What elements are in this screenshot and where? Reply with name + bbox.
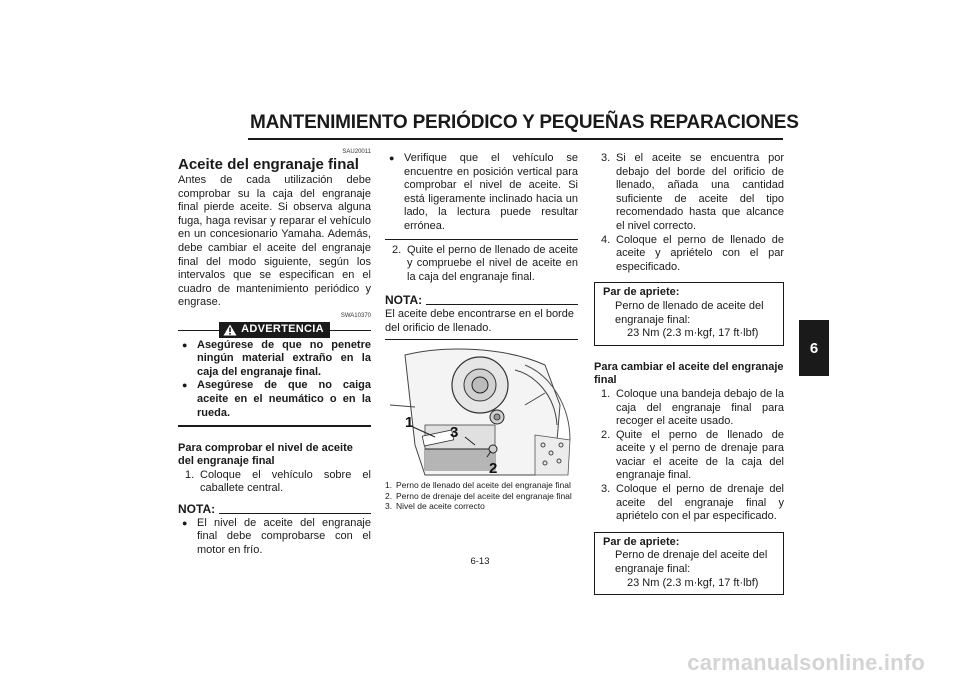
check-steps-continued	[385, 244, 578, 285]
page-number: 6-13	[470, 556, 490, 567]
nota-rule	[426, 304, 578, 305]
figure-label-1: 1	[405, 414, 414, 432]
warning-item: ● Asegúrese de que no penetre ningún material extraño en la caja del engranaje final.	[178, 339, 371, 380]
step-item: 1. Coloque el vehículo sobre el caballete central.	[185, 468, 371, 495]
check-steps	[178, 469, 371, 496]
nota-continued-list	[385, 152, 578, 234]
figure-label-2: 2	[489, 460, 498, 478]
change-steps	[594, 388, 784, 524]
torque-spec-box	[594, 282, 784, 345]
torque-item: Perno de llenado de aceite del engranaje final:	[615, 299, 764, 326]
figure-caption: 1. Perno de llenado del aceite del engranaje final	[385, 480, 571, 491]
nota-label: NOTA:	[178, 501, 216, 516]
fill-steps	[594, 152, 784, 274]
warning-header	[178, 322, 371, 338]
warning-item: ● Asegúrese de que no caiga aceite en el neumático o en la rueda.	[178, 379, 371, 420]
check-heading: Para comprobar el nivel de aceite del engranaje final	[178, 441, 353, 468]
nota-list	[178, 517, 371, 558]
nota-text: El aceite debe encontrarse en el borde del orificio de llenado.	[385, 307, 574, 334]
step-item: 3. Si el aceite se encuentra por debajo del borde del orificio de llenado, añada una cantidad suficiente de aceite del tipo recomendado hasta que alcance el nivel correcto.	[601, 152, 784, 232]
step-item: 2. Quite el perno de llenado de aceite y compruebe el nivel de aceite en la caja del engranaje final.	[392, 243, 578, 283]
section-code: SAU20011	[342, 149, 371, 155]
warning-bottom-rule	[178, 425, 371, 427]
nota-end-rule	[385, 339, 578, 340]
chapter-tab[interactable]: 6	[799, 320, 829, 376]
header-rule	[248, 138, 783, 140]
nota-item: ● Verifique que el vehículo se encuentre en posición vertical para comprobar el nivel de aceite. Si está ligeramente inclinado hacia un lado, la lectura puede resultar errónea.	[385, 152, 578, 234]
column-middle	[385, 152, 578, 512]
step-item: 2. Quite el perno de llenado de aceite y el perno de drenaje para vaciar el aceite de la caja del engranaje final.	[601, 428, 784, 482]
final-gear-figure	[385, 345, 578, 478]
section-title: Aceite del engranaje final	[178, 156, 359, 173]
torque-value: 23 Nm (2.3 m·kgf, 17 ft·lbf)	[627, 327, 759, 340]
nota-header	[178, 503, 371, 517]
step-item: 4. Coloque el perno de llenado de aceite y apriételo con el par especificado.	[601, 233, 784, 273]
column-left	[178, 148, 371, 557]
warning-list	[178, 339, 371, 421]
figure-label-3: 3	[450, 424, 459, 442]
nota-end-rule	[385, 239, 578, 240]
figure-captions	[385, 480, 578, 512]
step-item: 3. Coloque el perno de drenaje del aceite del engranaje final y apriételo con el par especificado.	[601, 483, 784, 523]
nota-header	[385, 294, 578, 308]
nota-rule	[219, 513, 371, 514]
change-heading: Para cambiar el aceite del engranaje final	[594, 360, 784, 387]
warning-badge	[219, 322, 330, 338]
warning-code: SWA10370	[340, 312, 371, 319]
figure-caption: 2. Perno de drenaje del aceite del engranaje final	[385, 490, 572, 501]
final-gear-illustration	[385, 345, 578, 478]
torque-label: Par de apriete:	[603, 535, 680, 548]
torque-spec-box	[594, 532, 784, 595]
figure-caption: 3. Nivel de aceite correcto	[385, 501, 485, 512]
torque-label: Par de apriete:	[603, 286, 680, 299]
warning-label: ADVERTENCIA	[241, 322, 324, 335]
page-header-title: MANTENIMIENTO PERIÓDICO Y PEQUEÑAS REPARACIONES	[250, 112, 799, 133]
warning-triangle-icon	[223, 324, 237, 336]
nota-item: ● El nivel de aceite del engranaje final debe comprobarse con el motor en frío.	[178, 517, 371, 558]
torque-value: 23 Nm (2.3 m·kgf, 17 ft·lbf)	[627, 576, 759, 589]
nota-label: NOTA:	[385, 293, 423, 308]
intro-paragraph: Antes de cada utilización debe comprobar su la caja del engranaje final pierde aceite. Si observa alguna fuga, haga revisar y reparar el vehículo en un concesionario Yamaha. Además, debe cambiar el aceite del engranaje final del modo siguiente, según los intervalos que se especifican en el cuadro de mantenimiento periódico y engrase.	[178, 174, 371, 309]
step-item: 1. Coloque una bandeja debajo de la caja del engranaje final para recoger el aceite usado.	[601, 387, 784, 428]
watermark: carmanualsonline.info	[687, 650, 925, 675]
torque-item: Perno de drenaje del aceite del engranaje final:	[615, 549, 768, 576]
column-right	[594, 152, 784, 595]
